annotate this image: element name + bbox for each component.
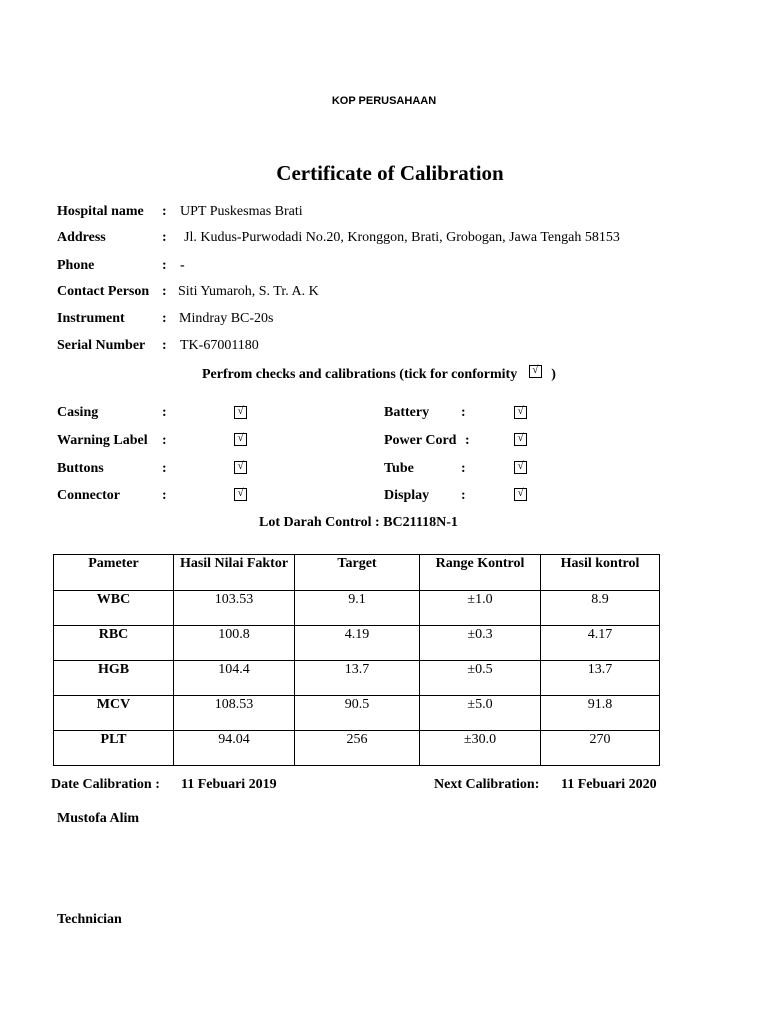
battery-checkbox[interactable] <box>514 406 527 424</box>
battery-label: Battery <box>384 405 430 420</box>
table-cell: PLT <box>54 731 174 766</box>
colon: : <box>162 461 167 476</box>
address-value: Jl. Kudus-Purwodadi No.20, Kronggon, Brati, Grobogan, Jawa Tengah 58153 <box>184 230 620 245</box>
warning-label-checkbox[interactable] <box>234 433 247 451</box>
connector-label: Connector <box>57 488 120 503</box>
table-cell: RBC <box>54 626 174 661</box>
tick-icon: √ <box>237 460 244 472</box>
table-cell: 108.53 <box>174 696 295 731</box>
table-cell: 4.19 <box>295 626 420 661</box>
casing-checkbox[interactable] <box>234 406 247 424</box>
tick-icon: √ <box>532 364 539 376</box>
checkbox-checked-icon <box>529 365 542 378</box>
table-cell: ±5.0 <box>420 696 541 731</box>
table-cell: 9.1 <box>295 591 420 626</box>
table-cell: 4.17 <box>541 626 660 661</box>
checkbox-checked-icon <box>514 433 527 446</box>
table-row <box>54 591 660 626</box>
table-cell: WBC <box>54 591 174 626</box>
colon: : <box>465 433 470 448</box>
buttons-checkbox[interactable] <box>234 461 247 479</box>
contact-person-label: Contact Person <box>57 284 150 299</box>
table-cell: ±0.3 <box>420 626 541 661</box>
colon: : <box>162 230 167 245</box>
colon: : <box>461 488 466 503</box>
checks-instruction <box>202 365 556 383</box>
tick-icon: √ <box>237 405 244 417</box>
colon: : <box>461 405 466 420</box>
display-label: Display <box>384 488 430 503</box>
table-cell: 90.5 <box>295 696 420 731</box>
hospital-name-value: UPT Puskesmas Brati <box>180 204 303 219</box>
checkbox-checked-icon <box>514 488 527 501</box>
serial-number-label: Serial Number <box>57 338 146 353</box>
instrument-label: Instrument <box>57 311 125 326</box>
next-calibration-label: Next Calibration: <box>434 777 540 792</box>
table-cell: 94.04 <box>174 731 295 766</box>
colon: : <box>162 204 167 219</box>
address-label: Address <box>57 230 106 245</box>
table-cell: ±30.0 <box>420 731 541 766</box>
checks-instruction-text: Perfrom checks and calibrations (tick for conformity <box>202 367 518 382</box>
tube-label: Tube <box>384 461 414 476</box>
table-cell: 103.53 <box>174 591 295 626</box>
table-cell: 13.7 <box>295 661 420 696</box>
column-header: Hasil Nilai Faktor <box>174 555 295 591</box>
tick-icon: √ <box>517 487 524 499</box>
table-cell: 256 <box>295 731 420 766</box>
instrument-value: Mindray BC-20s <box>179 311 274 326</box>
colon: : <box>162 338 167 353</box>
buttons-label: Buttons <box>57 461 104 476</box>
checkbox-checked-icon <box>514 461 527 474</box>
table-row <box>54 661 660 696</box>
checkbox-checked-icon <box>234 461 247 474</box>
tick-icon: √ <box>237 432 244 444</box>
lot-control: Lot Darah Control : BC21118N-1 <box>259 515 458 530</box>
phone-value: - <box>180 258 185 273</box>
column-header: Target <box>295 555 420 591</box>
checkbox-checked-icon <box>514 406 527 419</box>
checkbox-checked-icon <box>234 406 247 419</box>
table-header-row <box>54 555 660 591</box>
table-cell: 13.7 <box>541 661 660 696</box>
tick-icon: √ <box>517 405 524 417</box>
column-header: Pameter <box>54 555 174 591</box>
serial-number-value: TK-67001180 <box>180 338 259 353</box>
contact-person-value: Siti Yumaroh, S. Tr. A. K <box>178 284 319 299</box>
tick-icon: √ <box>517 432 524 444</box>
table-cell: 104.4 <box>174 661 295 696</box>
tick-icon: √ <box>517 460 524 472</box>
page-title: Certificate of Calibration <box>276 161 504 185</box>
colon: : <box>162 284 167 299</box>
power-cord-label: Power Cord <box>384 433 457 448</box>
phone-label: Phone <box>57 258 95 273</box>
connector-checkbox[interactable] <box>234 488 247 506</box>
checkbox-checked-icon <box>234 488 247 501</box>
table-row <box>54 626 660 661</box>
table-cell: ±0.5 <box>420 661 541 696</box>
signatory-role: Technician <box>57 912 122 927</box>
casing-label: Casing <box>57 405 99 420</box>
calibration-table <box>53 554 660 766</box>
letterhead-placeholder: KOP PERUSAHAAN <box>331 95 437 107</box>
table-cell: 8.9 <box>541 591 660 626</box>
tube-checkbox[interactable] <box>514 461 527 479</box>
colon: : <box>461 461 466 476</box>
table-cell: HGB <box>54 661 174 696</box>
table-row <box>54 731 660 766</box>
colon: : <box>162 311 167 326</box>
column-header: Range Kontrol <box>420 555 541 591</box>
table-cell: ±1.0 <box>420 591 541 626</box>
signatory-name: Mustofa Alim <box>57 811 140 826</box>
colon: : <box>162 488 167 503</box>
hospital-name-label: Hospital name <box>57 204 144 219</box>
next-calibration-value: 11 Febuari 2020 <box>561 777 657 792</box>
colon: : <box>162 405 167 420</box>
table-cell: 91.8 <box>541 696 660 731</box>
column-header: Hasil kontrol <box>541 555 660 591</box>
colon: : <box>162 433 167 448</box>
table-row <box>54 696 660 731</box>
warning-label-label: Warning Label <box>57 433 148 448</box>
power-cord-checkbox[interactable] <box>514 433 527 451</box>
table-cell: MCV <box>54 696 174 731</box>
tick-icon: √ <box>237 487 244 499</box>
checkbox-checked-icon <box>234 433 247 446</box>
colon: : <box>162 258 167 273</box>
date-calibration-label: Date Calibration : <box>51 777 160 792</box>
checks-instruction-end: ) <box>551 367 556 382</box>
display-checkbox[interactable] <box>514 488 527 506</box>
table-cell: 270 <box>541 731 660 766</box>
table-cell: 100.8 <box>174 626 295 661</box>
date-calibration-value: 11 Febuari 2019 <box>181 777 277 792</box>
